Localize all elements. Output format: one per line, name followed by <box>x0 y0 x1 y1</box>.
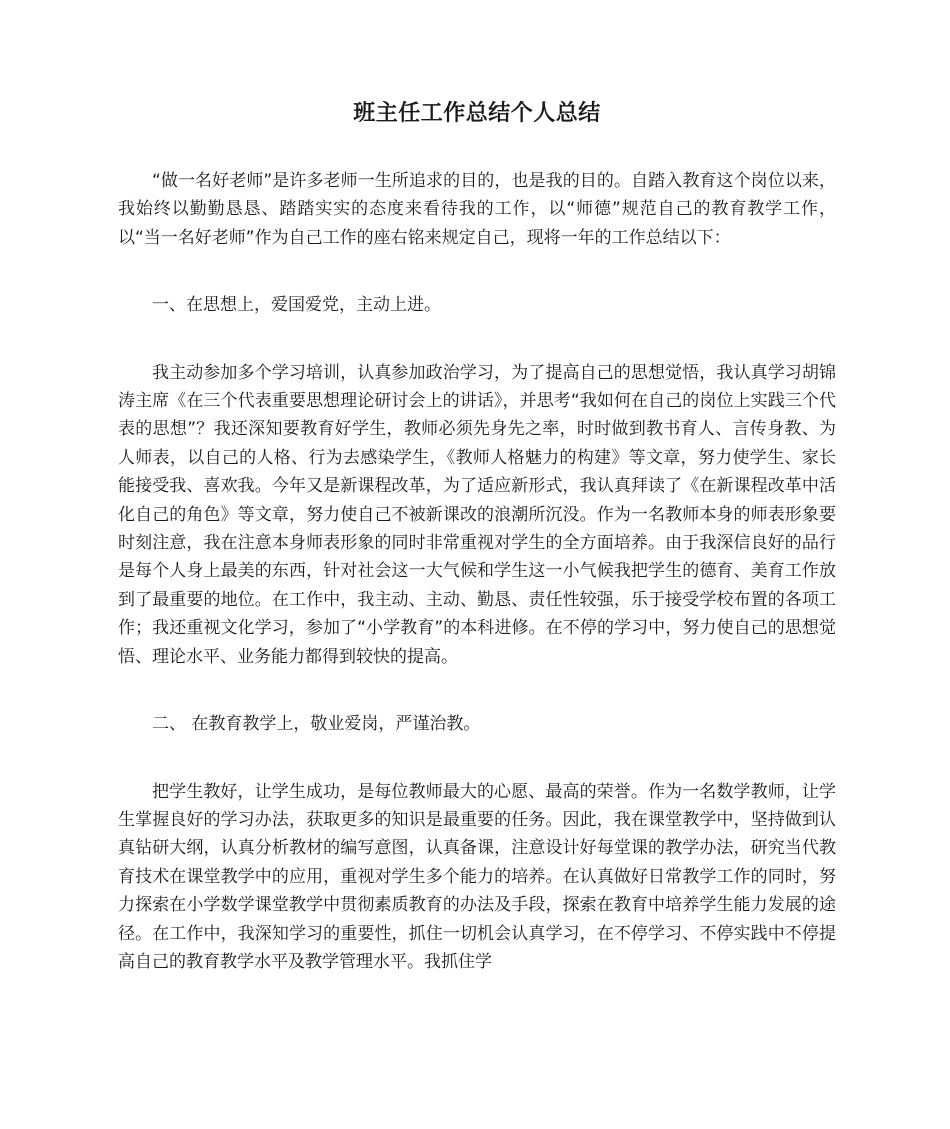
section-heading-1: 一、在思想上，爱国爱党，主动上进。 <box>152 295 441 316</box>
paragraph-gap <box>118 252 836 291</box>
document-title: 班主任工作总结个人总结 <box>353 101 601 126</box>
section-1-paragraph: 我主动参加多个学习培训，认真参加政治学习，为了提高自己的思想觉悟，我认真学习胡锦涛主席《在三个代表重要思想理论研讨会上的讲话》，并思考“我如何在自己的岗位上实践三个代表的思想”？我还深知要教育好学生，教师必须先身先之率，时时做到教书育人、言传身教、为人师表，以自己的人格、行为去感染学生，《教师人格魅力的构建》等文章，努力使学生、家长能接受我、喜欢我。今年又是新课程改革，为了适应新形式，我认真拜读了《在新课程改革中活化自己的角色》等文章，努力使自己不被新课改的浪潮所沉没。作为一名教师本身的师表形象要时刻注意，我在注意本身师表形象的同时非常重视对学生的全方面培养。由于我深信良好的品行是每个人身上最美的东西，针对社会这一大气候和学生这一小气候我把学生的德育、美育工作放到了最重要的地位。在工作中，我主动、主动、勤恳、责任性较强，乐于接受学校布置的各项工作；我还重视文化学习，参加了“小学教育”的本科进修。在不停的学习中，努力使自己的思想觉悟、理论水平、业务能力都得到较快的提高。 <box>118 362 836 667</box>
document-body <box>118 167 836 976</box>
section-heading-2: 二、 在教育教学上，敬业爱岗，严谨治教。 <box>152 714 481 735</box>
paragraph-gap <box>118 739 836 778</box>
section-2-paragraph: 把学生教好，让学生成功，是每位教师最大的心愿、最高的荣誉。作为一名数学教师，让学生掌握良好的学习办法，获取更多的知识是最重要的任务。因此，我在课堂教学中，坚持做到认真钻研大纲，认真分析教材的编写意图，认真备课，注意设计好每堂课的教学办法，研究当代教育技术在课堂教学中的应用，重视对学生多个能力的培养。在认真做好日常教学工作的同时，努力探索在小学数学课堂教学中贯彻素质教育的办法及手段，探索在教育中培养学生能力发展的途径。在工作中，我深知学习的重要性，抓住一切机会认真学习，在不停学习、不停实践中不停提高自己的教育教学水平及教学管理水平。我抓住学 <box>118 781 836 972</box>
intro-paragraph: “做一名好老师”是许多老师一生所追求的目的，也是我的目的。自踏入教育这个岗位以来，我始终以勤勤恳恳、踏踏实实的态度来看待我的工作，以“师德”规范自己的教育教学工作，以“当一名好老师”作为自己工作的座右铭来规定自己，现将一年的工作总结以下： <box>118 171 836 248</box>
paragraph-gap <box>118 671 836 710</box>
paragraph-gap <box>118 320 836 359</box>
